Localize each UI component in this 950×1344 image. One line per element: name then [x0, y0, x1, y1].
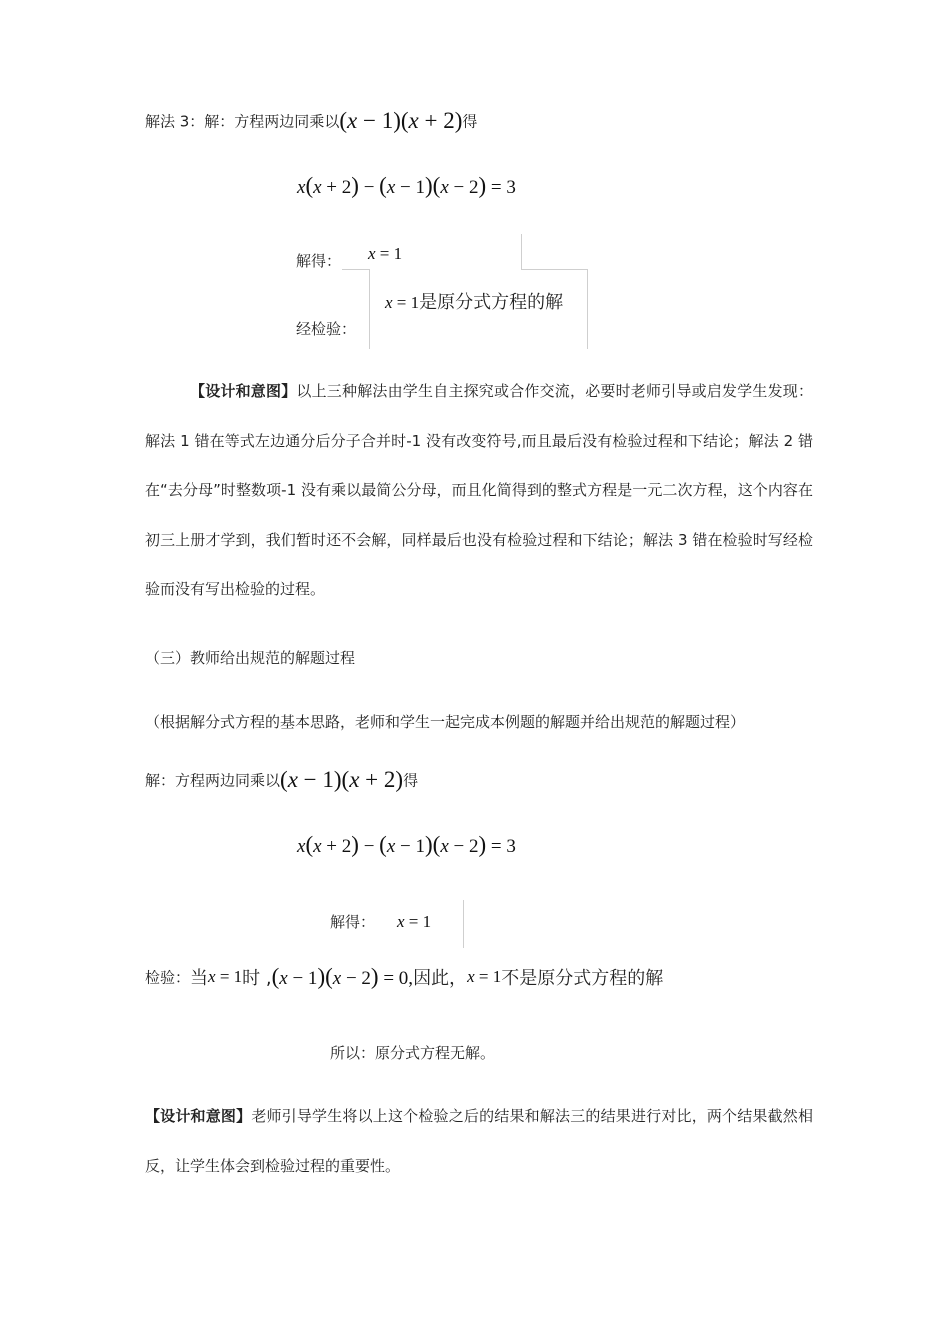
box-line-e	[587, 269, 588, 349]
box-line-b	[369, 269, 370, 349]
method3-label: 解法 3：解：方程两边同乘以	[145, 112, 340, 131]
design-paragraph-2	[145, 1092, 813, 1191]
design-paragraph-1	[145, 367, 813, 615]
solution-factors: (x − 1)(x + 2)	[280, 767, 404, 792]
result-1: x = 1	[368, 244, 403, 263]
section-note: （根据解分式方程的基本思路，老师和学生一起完成本例题的解题并给出规范的解题过程）	[145, 713, 746, 731]
design-text-1: 以上三种解法由学生自主探究或合作交流，必要时老师引导或启发学生发现：解法 1 错在等式左边通分后分子合并时-1 没有改变符号,而且最后没有检验过程和下结论；解法 2 错在“去分母”时整数项-1 没有乘以最简公分母，而且化简得到的整式方程是一元二次方程，这个内容在初三上册才学到，我们暂时还不会解，同样最后也没有检验过程和下结论；解法 3 错在检验时写经检验而没有写出检验的过程。	[145, 382, 813, 598]
check-text-2: 时 ,	[242, 968, 272, 989]
method3-factors: (x − 1)(x + 2)	[339, 108, 463, 133]
check-line: 检验：当x = 1时 ,(x − 1)(x − 2) = 0,因此，x = 1不是原分式方程的解	[145, 964, 664, 989]
method3-line	[145, 108, 477, 138]
box-line-a	[342, 269, 369, 270]
jiede-label-1: 解得：	[296, 252, 342, 270]
solution-intro-line	[145, 767, 418, 797]
final-answer: 所以：原分式方程无解。	[330, 1044, 496, 1062]
design-bracket-1: 【设计和意图】	[190, 382, 297, 400]
solution-intro: 解：方程两边同乘以	[145, 771, 281, 790]
check-label: 检验：	[145, 968, 191, 987]
design-text-2: 老师引导学生将以上这个检验之后的结果和解法三的结果进行对比，两个结果截然相反，让学生体会到检验过程的重要性。	[145, 1107, 813, 1175]
conclusion-1: x = 1是原分式方程的解	[385, 292, 564, 313]
box-line-d	[521, 269, 587, 270]
equation-2: x(x + 2) − (x − 1)(x − 2) = 3	[297, 832, 516, 857]
conclusion-1-text: 是原分式方程的解	[419, 292, 564, 313]
jiede-label-2: 解得：	[330, 913, 376, 931]
design-bracket-2: 【设计和意图】	[145, 1107, 252, 1125]
solution-suffix: 得	[403, 771, 419, 790]
box-line-f	[463, 900, 464, 948]
result-2: x = 1	[397, 912, 432, 931]
box-line-c	[521, 234, 522, 269]
check-text-4: 不是原分式方程的解	[501, 968, 664, 989]
check-text-3: 因此，	[413, 968, 468, 989]
equation-1: x(x + 2) − (x − 1)(x − 2) = 3	[297, 173, 516, 198]
section-heading: （三）教师给出规范的解题过程	[145, 649, 356, 667]
check-text-1: 当	[190, 968, 209, 989]
jingjianyan-label: 经检验：	[296, 320, 357, 338]
method3-suffix: 得	[462, 112, 478, 131]
